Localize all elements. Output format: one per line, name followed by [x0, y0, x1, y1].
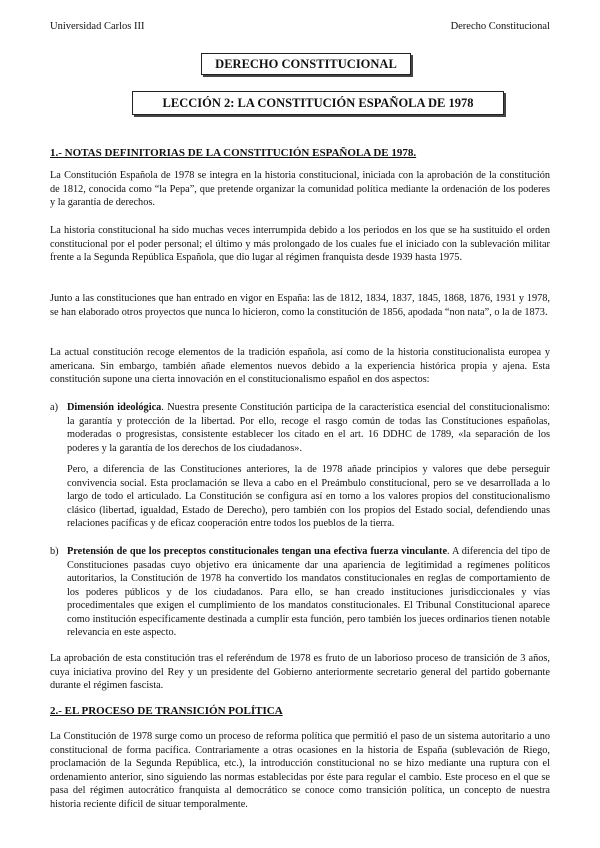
list-item-b-title: Pretensión de que los preceptos constitucionales tengan una efectiva fuerza vinculante	[67, 546, 448, 557]
list-marker-a: a)	[50, 402, 58, 413]
section1-paragraph-5: La aprobación de esta constitución tras el referéndum de 1978 es fruto de un laborioso proceso de transición de 3 años, cuya iniciativa provino del Rey y un presidente del Gobierno anteriormente secretario general del partido gobernante durante el régimen fascista.	[50, 653, 550, 691]
list-item-a-text	[67, 401, 550, 455]
section1-paragraph-2: La historia constitucional ha sido muchas veces interrumpida debido a los periodos en los que se ha sustituido el orden constitucional por el poder personal; el último y más prolongado de los cuales fue el iniciado con la sublevación militar frente a la Segunda República Española, que dio lugar al régimen franquista desde 1939 hasta 1975.	[50, 225, 550, 263]
header-university: Universidad Carlos III	[50, 21, 145, 32]
list-item-a-body: . Nuestra presente Constitución participa de la característica esencial del constitucionalismo: la garantía y protección de la libertad. Por ello, recoge el rasgo común de todas las Constituciones españolas, moderadas o progresistas, consistente establecer los citado en el art. 16 DDHC de 1789, «la separación de los poderes y la garantía de los derechos de los ciudadanos».	[67, 402, 550, 454]
list-item-a-title: Dimensión ideológica	[67, 402, 162, 413]
section1-paragraph-1: La Constitución Española de 1978 se integra en la historia constitucional, iniciada con la aprobación de la constitución de 1812, conocida como “la Pepa”, que pretende organizar la comunidad política mediante la ordenación de los poderes y la garantía de derechos.	[50, 170, 550, 208]
header-course: Derecho Constitucional	[450, 21, 550, 32]
document-title-box: DERECHO CONSTITUCIONAL	[201, 53, 411, 75]
section1-heading: 1.- NOTAS DEFINITORIAS DE LA CONSTITUCIÓN ESPAÑOLA DE 1978.	[50, 147, 417, 159]
section2-paragraph-1: La Constitución de 1978 surge como un proceso de reforma política que permitió el paso de un sistema autoritario a uno constitucional de forma pacífica. Contrariamente a otras ocasiones en la historia de España (sublevación de Riego, proclamación de la Segunda República, etc.), la introducción constitucional no se hizo mediante una ruptura con el ordenamiento anterior, sino siguiendo las normas establecidas por éste para regular el cambio. Este proceso en el que se pasa del régimen autocrático franquista al democrático se conoce como transición política, un concepto de nuestra historia reciente difícil de situar temporalmente.	[50, 731, 550, 810]
lesson-title-box: LECCIÓN 2: LA CONSTITUCIÓN ESPAÑOLA DE 1978	[132, 91, 504, 115]
section2-heading: 2.- EL PROCESO DE TRANSICIÓN POLÍTICA	[50, 705, 283, 717]
section1-paragraph-4: La actual constitución recoge elementos de la tradición española, así como de la historia constitucionalista europea y americana. Sin embargo, también añade elementos nuevos debido a la experiencia histórica propia y ajena. Esta constitución supone una cierta innovación en el constitucionalismo español en dos aspectos:	[50, 347, 550, 385]
list-item-b-body: . A diferencia del tipo de Constituciones pasadas cuyo objetivo era únicamente dar una apariencia de legitimidad a regímenes políticos autoritarios, la Constitución de 1978 ha convertido los mandatos constitucionales en reglas de comportamiento de los poderes públicos y de los ciudadanos. Para ello, se han creado instituciones jurisdiccionales y vías procedimentales que exigen el cumplimiento de los mandatos constitucionales. El Tribunal Constitucional aparece como institución específicamente destinada a cumplir esta función, pero también los jueces ordinarios tienen notable relevancia en este aspecto.	[67, 546, 550, 638]
list-item-a-paragraph-2: Pero, a diferencia de las Constituciones anteriores, la de 1978 añade principios y valores que debe perseguir convivencia social. Esta proclamación se lleva a cabo en el Preámbulo constitucional, pero se ve desarrollada a lo largo de todo el articulado. La Constitución se configura así en torno a los valores propios del constitucionalismo clásico (libertad, igualdad, Estado de Derecho), pero también con los propios del Estado social, defendiendo unas relaciones pacíficas y de eficaz cooperación entre todos los pueblos de la tierra.	[67, 464, 550, 529]
list-item-b-text	[67, 545, 550, 640]
list-marker-b: b)	[50, 546, 59, 557]
section1-paragraph-3: Junto a las constituciones que han entrado en vigor en España: las de 1812, 1834, 1837, 1845, 1868, 1876, 1931 y 1978, se han elaborado otros proyectos que nunca lo hicieron, como la constitución de 1856, apodada “non nata”, o la de 1873.	[50, 293, 550, 318]
